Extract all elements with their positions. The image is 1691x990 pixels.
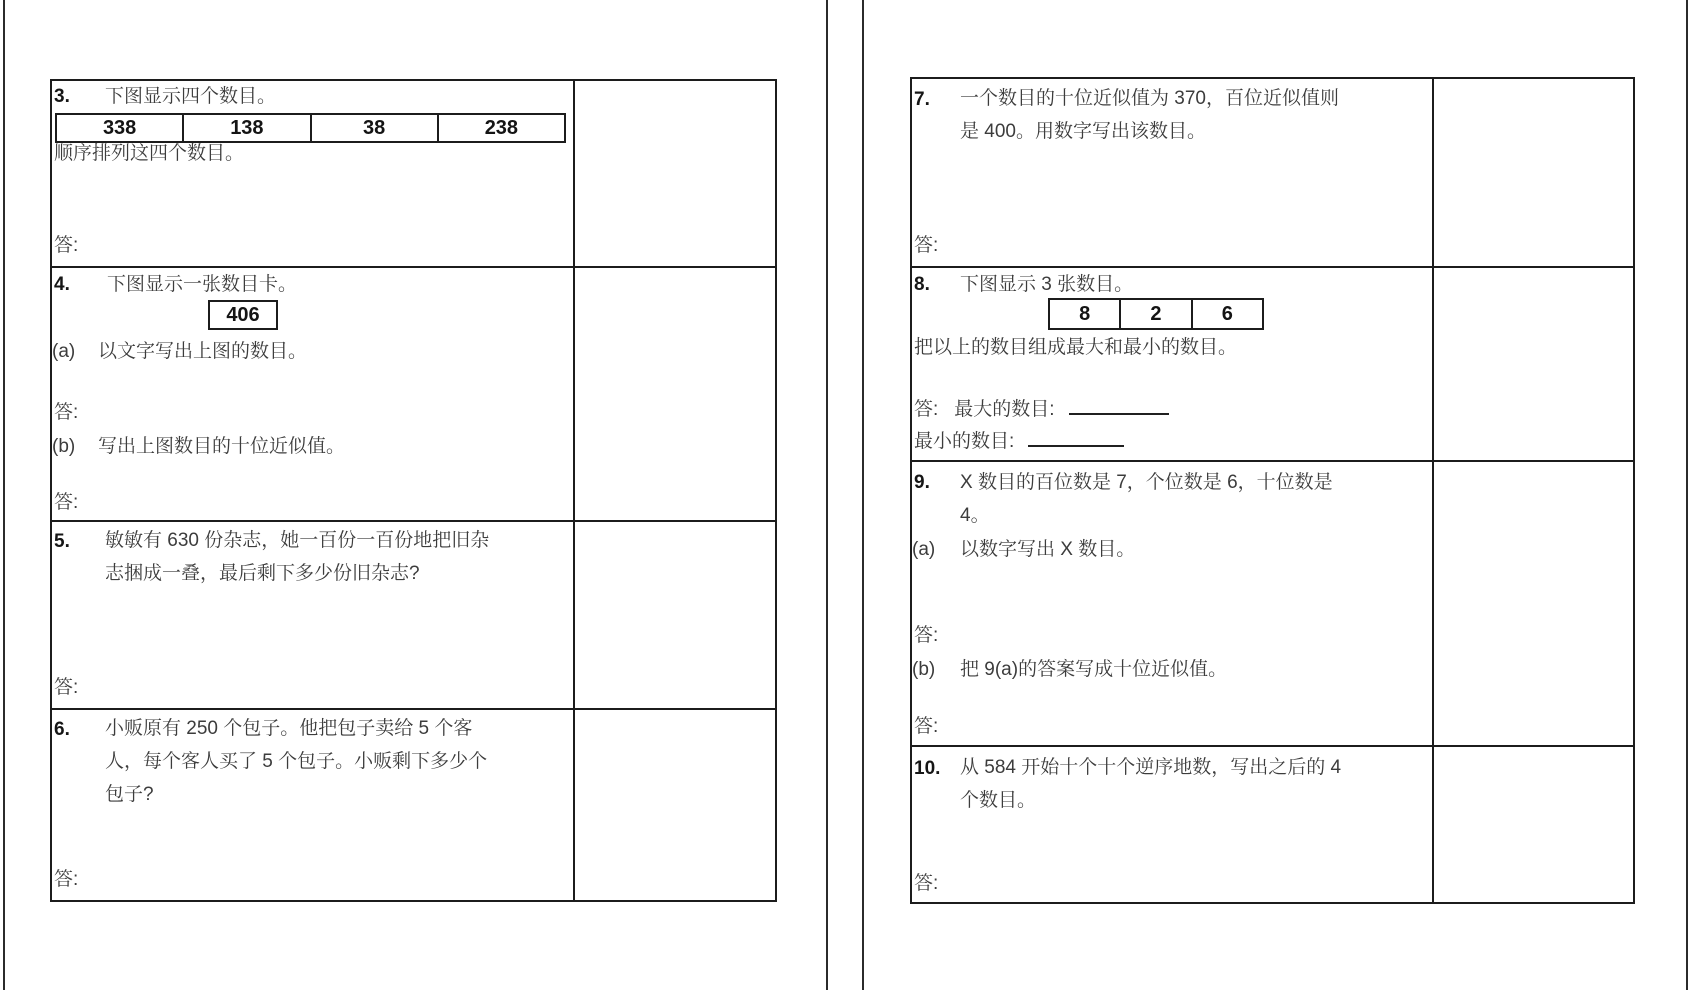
question-row-8 [912, 266, 1633, 460]
number-card: 38 [310, 115, 437, 141]
part-b-label: (b) [912, 659, 936, 680]
question-number: 5. [54, 531, 70, 552]
answer-label: 答: [54, 492, 79, 513]
question-text [960, 466, 1426, 532]
question-number: 9. [914, 472, 930, 493]
answer-blank-line [1028, 430, 1124, 447]
question-text-line: 从 584 开始十个十个逆序地数，写出之后的 4 [960, 757, 1342, 778]
question-cell-4 [52, 268, 573, 520]
question-cell-9 [912, 462, 1432, 745]
question-cell-6 [52, 710, 573, 900]
marks-cell-4 [573, 268, 775, 520]
question-intro: 下图显示四个数目。 [105, 86, 277, 107]
question-cell-8 [912, 268, 1432, 460]
part-b-label: (b) [52, 436, 76, 457]
question-text-line: 一个数目的十位近似值为 370，百位近似值则 [960, 88, 1339, 109]
answer-label: 答: [914, 625, 939, 646]
question-number: 4. [54, 274, 70, 295]
question-row-7 [912, 79, 1633, 266]
part-a-text: 以文字写出上图的数目。 [98, 341, 308, 362]
question-text [105, 524, 567, 590]
question-text-line: 敏敏有 630 份杂志，她一百份一百份地把旧杂 [105, 530, 490, 551]
question-row-4 [52, 266, 775, 520]
number-card-strip [55, 113, 566, 143]
number-card: 6 [1191, 300, 1262, 328]
question-text-line: 个数目。 [960, 790, 1037, 811]
right-page-question-table [910, 77, 1635, 904]
answer-line-min [914, 430, 1124, 454]
question-row-6 [52, 708, 775, 900]
marks-cell-7 [1432, 79, 1633, 266]
number-card: 2 [1119, 300, 1190, 328]
left-page-question-table [50, 79, 777, 902]
answer-line-max [914, 398, 1169, 422]
question-body: 顺序排列这四个数目。 [54, 143, 245, 164]
question-row-9 [912, 460, 1633, 745]
spine-line-left [826, 0, 828, 990]
part-a-label: (a) [52, 341, 76, 362]
question-text-line: 人，每个客人买了 5 个包子。小贩剩下多少个 [105, 751, 488, 772]
question-text [105, 712, 567, 811]
question-intro: 下图显示一张数目卡。 [107, 274, 298, 295]
question-text-line: 4。 [960, 505, 990, 526]
part-b-text: 写出上图数目的十位近似值。 [98, 436, 346, 457]
number-card: 8 [1079, 302, 1091, 325]
spine-line-right [862, 0, 864, 990]
question-cell-7 [912, 79, 1432, 266]
answer-label: 答: [914, 716, 939, 737]
answer-label: 答: [54, 677, 79, 698]
question-cell-10 [912, 747, 1432, 902]
part-a-label: (a) [912, 539, 936, 560]
question-cell-3 [52, 81, 573, 266]
answer-blank-line [1069, 398, 1169, 415]
answer-label: 答: [54, 402, 79, 423]
question-number: 3. [54, 86, 70, 107]
answer-label: 答: [914, 873, 939, 894]
page-edge-line-left [3, 0, 5, 990]
max-number-label: 最大的数目: [954, 399, 1055, 420]
question-text-line: 志捆成一叠，最后剩下多少份旧杂志? [105, 563, 420, 584]
number-card: 338 [102, 116, 137, 139]
marks-cell-10 [1432, 747, 1633, 902]
number-card-strip [1048, 298, 1264, 330]
question-number: 6. [54, 719, 70, 740]
answer-label: 答: [914, 235, 939, 256]
answer-label: 答: [54, 869, 79, 890]
answer-label: 答: [54, 235, 79, 256]
question-row-10 [912, 745, 1633, 902]
question-row-5 [52, 520, 775, 708]
question-number: 8. [914, 274, 930, 295]
question-text-line: X 数目的百位数是 7，个位数是 6，十位数是 [960, 472, 1333, 493]
marks-cell-6 [573, 710, 775, 900]
question-row-3 [52, 81, 775, 266]
marks-cell-5 [573, 522, 775, 708]
min-number-label: 最小的数目: [914, 431, 1015, 452]
question-body: 把以上的数目组成最大和最小的数目。 [914, 337, 1238, 358]
question-text-line: 包子? [105, 784, 154, 805]
marks-cell-8 [1432, 268, 1633, 460]
number-card: 238 [437, 115, 564, 141]
question-text-line: 是 400。用数字写出该数目。 [960, 121, 1206, 142]
number-card: 406 [208, 300, 278, 330]
question-cell-5 [52, 522, 573, 708]
marks-cell-3 [573, 81, 775, 266]
answer-label: 答: [914, 399, 939, 420]
question-number: 7. [914, 89, 930, 110]
marks-cell-9 [1432, 462, 1633, 745]
part-b-text: 把 9(a)的答案写成十位近似值。 [960, 659, 1228, 680]
part-a-text: 以数字写出 X 数目。 [960, 539, 1136, 560]
question-text [960, 751, 1426, 817]
question-text-line: 小贩原有 250 个包子。他把包子卖给 5 个客 [105, 718, 473, 739]
number-card: 138 [182, 115, 309, 141]
question-text [960, 82, 1424, 148]
page-edge-line-right [1686, 0, 1688, 990]
question-intro: 下图显示 3 张数目。 [960, 274, 1134, 295]
question-number: 10. [914, 758, 941, 779]
